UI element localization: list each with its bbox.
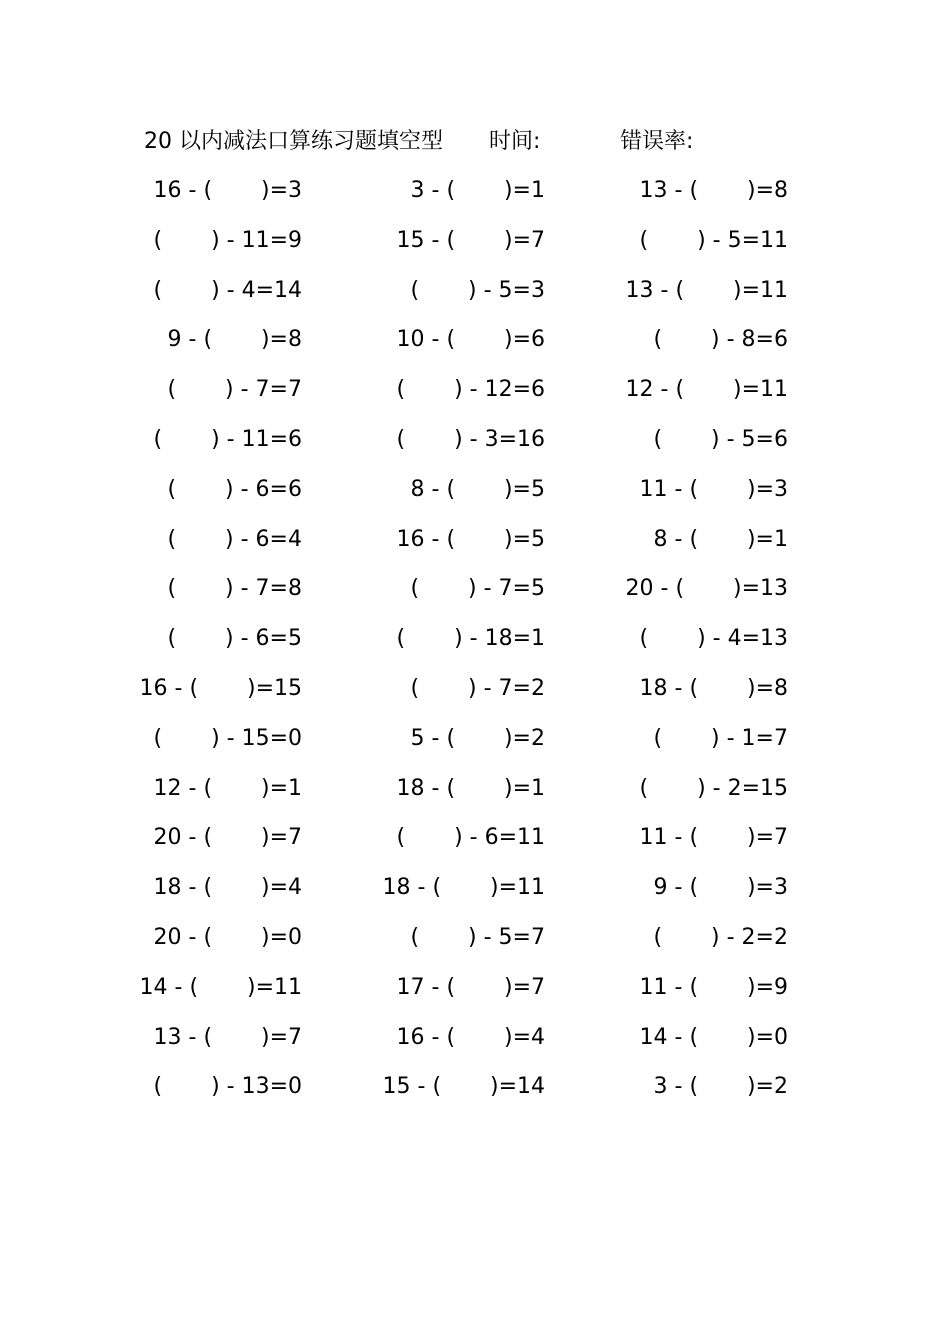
subtraction-problem: ( ) - 7=2 <box>410 675 545 701</box>
subtraction-problem: ( ) - 11=9 <box>153 227 302 253</box>
subtraction-problem: 18 - ( )=1 <box>396 775 545 801</box>
problem-row <box>0 523 950 573</box>
problem-row <box>0 871 950 921</box>
worksheet-title: 20 以内减法口算练习题填空型 <box>144 129 443 154</box>
subtraction-problem: 5 - ( )=2 <box>410 725 545 751</box>
problem-row <box>0 722 950 772</box>
subtraction-problem: 8 - ( )=5 <box>410 476 545 502</box>
subtraction-problem: ( ) - 3=16 <box>396 426 545 452</box>
problem-row <box>0 971 950 1021</box>
subtraction-problem: ( ) - 5=3 <box>410 277 545 303</box>
problem-row <box>0 821 950 871</box>
subtraction-problem: 10 - ( )=6 <box>396 327 545 353</box>
subtraction-problem: 3 - ( )=1 <box>410 178 545 203</box>
problem-row <box>0 572 950 622</box>
subtraction-problem: 13 - ( )=11 <box>625 277 788 303</box>
subtraction-problem: 18 - ( )=11 <box>382 875 545 901</box>
time-label: 时间: <box>489 129 541 154</box>
subtraction-problem: 3 - ( )=2 <box>653 1074 788 1100</box>
problem-row <box>0 174 950 224</box>
subtraction-problem: ( ) - 5=11 <box>639 227 788 253</box>
subtraction-problem: 9 - ( )=8 <box>167 327 302 353</box>
subtraction-problem: ( ) - 7=5 <box>410 576 545 602</box>
problem-row <box>0 274 950 324</box>
subtraction-problem: 11 - ( )=3 <box>639 476 788 502</box>
subtraction-problem: ( ) - 6=5 <box>167 626 302 652</box>
subtraction-problem: 20 - ( )=7 <box>153 825 302 851</box>
subtraction-problem: 18 - ( )=4 <box>153 875 302 901</box>
problem-row <box>0 423 950 473</box>
subtraction-problem: ( ) - 2=15 <box>639 775 788 801</box>
subtraction-problem: ( ) - 6=4 <box>167 526 302 552</box>
problem-row <box>0 224 950 274</box>
subtraction-problem: 13 - ( )=7 <box>153 1024 302 1050</box>
subtraction-problem: 11 - ( )=7 <box>639 825 788 851</box>
subtraction-problem: ( ) - 8=6 <box>653 327 788 353</box>
problem-grid <box>0 174 950 1120</box>
problem-row <box>0 622 950 672</box>
subtraction-problem: 15 - ( )=7 <box>396 227 545 253</box>
subtraction-problem: ( ) - 18=1 <box>396 626 545 652</box>
subtraction-problem: 20 - ( )=13 <box>625 576 788 602</box>
subtraction-problem: ( ) - 7=8 <box>167 576 302 602</box>
subtraction-problem: 11 - ( )=9 <box>639 974 788 1000</box>
subtraction-problem: 8 - ( )=1 <box>653 526 788 552</box>
problem-row <box>0 373 950 423</box>
subtraction-problem: ( ) - 11=6 <box>153 426 302 452</box>
subtraction-problem: ( ) - 15=0 <box>153 725 302 751</box>
problem-row <box>0 473 950 523</box>
subtraction-problem: ( ) - 6=11 <box>396 825 545 851</box>
subtraction-problem: ( ) - 7=7 <box>167 377 302 403</box>
subtraction-problem: ( ) - 12=6 <box>396 377 545 403</box>
subtraction-problem: 20 - ( )=0 <box>153 924 302 950</box>
subtraction-problem: 9 - ( )=3 <box>653 875 788 901</box>
problem-row <box>0 772 950 822</box>
problem-row <box>0 323 950 373</box>
subtraction-problem: 16 - ( )=5 <box>396 526 545 552</box>
worksheet-header <box>144 126 844 158</box>
problem-row <box>0 1070 950 1120</box>
subtraction-problem: ( ) - 5=6 <box>653 426 788 452</box>
subtraction-problem: ( ) - 5=7 <box>410 924 545 950</box>
subtraction-problem: 16 - ( )=3 <box>153 178 302 203</box>
subtraction-problem: ( ) - 13=0 <box>153 1074 302 1100</box>
subtraction-problem: ( ) - 1=7 <box>653 725 788 751</box>
error-rate-label: 错误率: <box>620 129 694 154</box>
subtraction-problem: 17 - ( )=7 <box>396 974 545 1000</box>
subtraction-problem: ( ) - 4=13 <box>639 626 788 652</box>
subtraction-problem: 18 - ( )=8 <box>639 675 788 701</box>
problem-row <box>0 672 950 722</box>
subtraction-problem: 13 - ( )=8 <box>639 178 788 203</box>
problem-row <box>0 1021 950 1071</box>
subtraction-problem: 16 - ( )=15 <box>139 675 302 701</box>
subtraction-problem: 16 - ( )=4 <box>396 1024 545 1050</box>
subtraction-problem: 12 - ( )=1 <box>153 775 302 801</box>
subtraction-problem: ( ) - 2=2 <box>653 924 788 950</box>
problem-row <box>0 921 950 971</box>
subtraction-problem: ( ) - 4=14 <box>153 277 302 303</box>
subtraction-problem: 15 - ( )=14 <box>382 1074 545 1100</box>
subtraction-problem: 12 - ( )=11 <box>625 377 788 403</box>
subtraction-problem: 14 - ( )=11 <box>139 974 302 1000</box>
subtraction-problem: ( ) - 6=6 <box>167 476 302 502</box>
subtraction-problem: 14 - ( )=0 <box>639 1024 788 1050</box>
